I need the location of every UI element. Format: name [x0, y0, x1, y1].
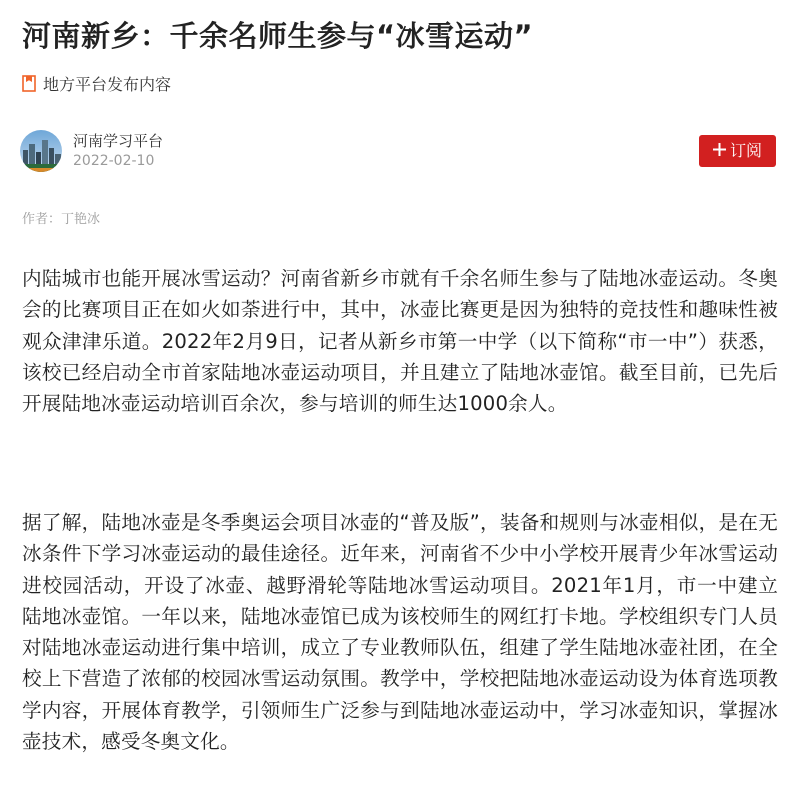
document-badge-icon: [22, 75, 36, 92]
plus-icon: [713, 135, 726, 167]
author-bar: [20, 128, 776, 174]
paragraph: 据了解，陆地冰壶是冬季奥运会项目冰壶的“普及版”，装备和规则与冰壶相似，是在无冰条件下学习冰壶运动的最佳途径。近年来，河南省不少中小学校开展青少年冰雪运动进校园活动，开设了冰壶、越野滑轮等陆地冰雪运动项目。2021年1月，市一中建立陆地冰壶馆。一年以来，陆地冰壶馆已成为该校师生的网红打卡地。学校组织专门人员对陆地冰壶运动进行集中培训，成立了专业教师队伍，组建了学生陆地冰壶社团，在全校上下营造了浓郁的校园冰雪运动氛围。教学中，学校把陆地冰壶运动设为体育选项教学内容，开展体育教学，引领师生广泛参与到陆地冰壶运动中，学习冰壶知识，掌握冰壶技术，感受冬奥文化。: [22, 511, 778, 754]
article-writer: 作者：丁艳冰: [22, 212, 101, 227]
city-skyline-avatar[interactable]: [20, 130, 62, 172]
subscribe-button[interactable]: [699, 135, 776, 167]
subscribe-label: 订阅: [729, 141, 762, 160]
source-tag: [22, 70, 171, 96]
article-title: 河南新乡：千余名师生参与“冰雪运动”: [22, 19, 534, 53]
publish-date: 2022-02-10: [73, 153, 155, 169]
source-label: 地方平台发布内容: [43, 74, 172, 94]
author-name[interactable]: 河南学习平台: [73, 132, 164, 150]
paragraph: 内陆城市也能开展冰雪运动？河南省新乡市就有千余名师生参与了陆地冰壶运动。冬奥会的比赛项目正在如火如荼进行中，其中，冰壶比赛更是因为独特的竞技性和趣味性被观众津津乐道。2022年2月9日，记者从新乡市第一中学（以下简称“市一中”）获悉，该校已经启动全市首家陆地冰壶运动项目，并且建立了陆地冰壶馆。截至目前，已先后开展陆地冰壶运动培训百余次，参与培训的师生达1000余人。: [22, 267, 778, 416]
